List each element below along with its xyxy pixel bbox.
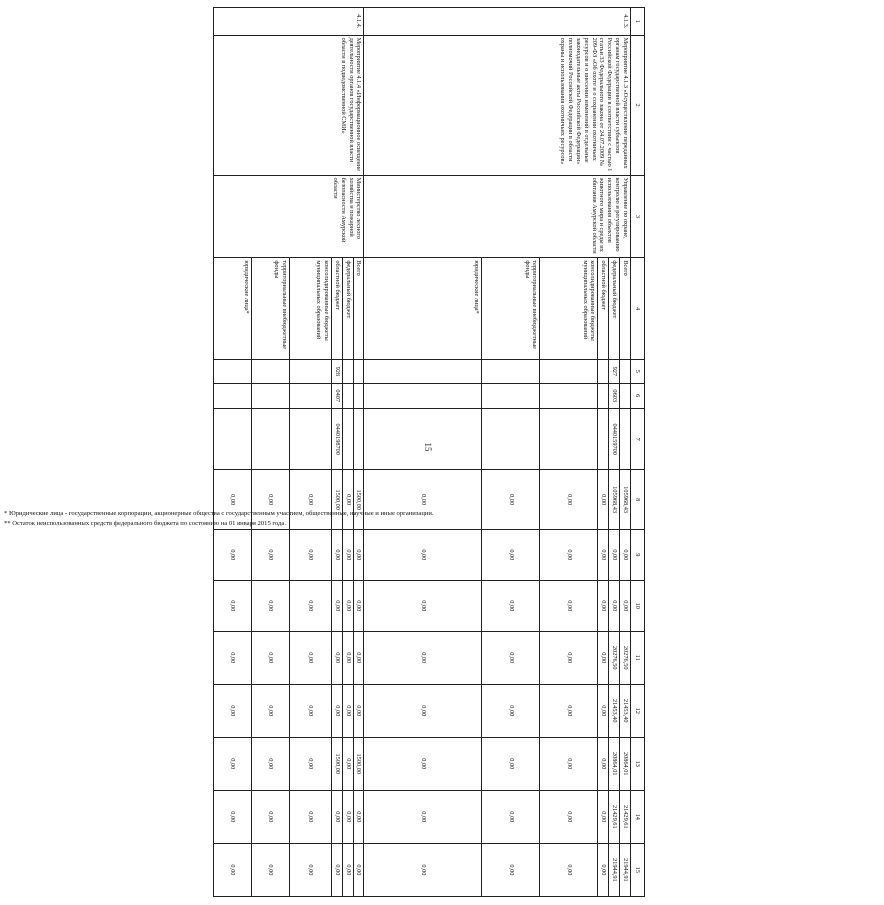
- amount-cell: 21429,61: [620, 790, 631, 843]
- amount-cell: 1500,00: [331, 737, 342, 790]
- grbs-code: [598, 360, 609, 383]
- footnote: ** Остаток неиспользованных средств федерального бюджета по состоянию на 01 января 2015 года.: [4, 519, 286, 527]
- funding-source: областной бюджет: [331, 258, 342, 360]
- amount-cell: 0,00: [213, 631, 251, 684]
- amount-cell: 0,00: [353, 529, 364, 580]
- column-header: 4: [631, 258, 645, 360]
- funding-source: федеральный бюджет: [609, 258, 620, 360]
- table-body: [213, 8, 630, 897]
- amount-cell: 105968,43: [620, 470, 631, 529]
- amount-cell: 0,00: [353, 843, 364, 896]
- column-header: 7: [631, 408, 645, 470]
- grbs-code: 927: [609, 360, 620, 383]
- funding-source: областной бюджет: [598, 258, 609, 360]
- amount-cell: 0,00: [364, 470, 482, 529]
- grbs-code: [251, 360, 289, 383]
- column-header: 5: [631, 360, 645, 383]
- amount-cell: 0,00: [251, 470, 289, 529]
- amount-cell: 0,00: [482, 737, 540, 790]
- funding-source: юридические лица*: [213, 258, 251, 360]
- rotated-page: [85, 7, 645, 897]
- grbs-code: [364, 360, 482, 383]
- amount-cell: 0,00: [598, 631, 609, 684]
- amount-cell: 0,00: [482, 684, 540, 737]
- amount-cell: 0,00: [289, 843, 331, 896]
- rzpr-code: 0407: [331, 383, 342, 408]
- amount-cell: 0,00: [353, 790, 364, 843]
- grbs-code: [342, 360, 353, 383]
- rzpr-code: [353, 383, 364, 408]
- amount-cell: 0,00: [213, 470, 251, 529]
- amount-cell: 0,00: [331, 580, 342, 631]
- amount-cell: 0,00: [331, 631, 342, 684]
- amount-cell: 0,00: [213, 529, 251, 580]
- amount-cell: 0,00: [364, 684, 482, 737]
- amount-cell: 20864,01: [620, 737, 631, 790]
- table-row: [353, 8, 364, 897]
- column-header: 2: [631, 35, 645, 175]
- amount-cell: 0,00: [289, 631, 331, 684]
- amount-cell: 0,00: [364, 631, 482, 684]
- footnotes: [4, 509, 884, 528]
- amount-cell: 0,00: [289, 737, 331, 790]
- table-row: [620, 8, 631, 897]
- amount-cell: 0,00: [482, 843, 540, 896]
- funding-source: Всего: [353, 258, 364, 360]
- amount-cell: 0,00: [540, 790, 598, 843]
- amount-cell: 0,00: [482, 529, 540, 580]
- activity-code: 4.1.4.: [213, 8, 364, 36]
- amount-cell: 0,00: [620, 529, 631, 580]
- amount-cell: 0,00: [213, 684, 251, 737]
- amount-cell: 0,00: [598, 684, 609, 737]
- table-header-row: [631, 8, 645, 897]
- csr-code: 0440159700: [609, 408, 620, 470]
- amount-cell: 21453,40: [620, 684, 631, 737]
- rzpr-code: [213, 383, 251, 408]
- rzpr-code: [251, 383, 289, 408]
- amount-cell: 20276,50: [609, 631, 620, 684]
- activity-code: 4.1.3.: [364, 8, 631, 36]
- amount-cell: 0,00: [620, 580, 631, 631]
- csr-code: [540, 408, 598, 470]
- grbs-code: [213, 360, 251, 383]
- csr-code: [251, 408, 289, 470]
- amount-cell: 0,00: [364, 529, 482, 580]
- amount-cell: 0,00: [213, 790, 251, 843]
- activity-name: Мероприятие 4.1.3 «Осуществление переданных органам государственной власти субъектов Российской Федерации в соответствии с частью 1 статьи 33 Федерального закона от 24.07.2009 № 209-ФЗ «Об охоте и о сохранении охотничьих ресурсов и о внесении изменений в отдельные законодательные акты Российской Федерации» полномочий Российской Федерации в области охраны и использования охотничьих ресурсов»: [364, 35, 631, 175]
- funding-source: Всего: [620, 258, 631, 360]
- amount-cell: 1500,00: [353, 737, 364, 790]
- column-header: 10: [631, 580, 645, 631]
- funding-source: территориальные внебюджетные фонды: [251, 258, 289, 360]
- footnote: * Юридические лица - государственные корпорации, акционерные общества с государственным участием, общественные, научные и иные организации.: [4, 510, 434, 517]
- amount-cell: 0,00: [342, 470, 353, 529]
- funding-source: консолидированные бюджеты муниципальных образований: [540, 258, 598, 360]
- amount-cell: 21944,91: [609, 843, 620, 896]
- activity-executor: Министерство лесного хозяйства и пожарной безопасности Амурской области: [213, 175, 364, 258]
- amount-cell: 0,00: [609, 529, 620, 580]
- amount-cell: 0,00: [251, 684, 289, 737]
- amount-cell: 0,00: [609, 580, 620, 631]
- rzpr-code: 0603: [609, 383, 620, 408]
- rzpr-code: [364, 383, 482, 408]
- amount-cell: 0,00: [598, 843, 609, 896]
- amount-cell: 0,00: [364, 580, 482, 631]
- column-header: 15: [631, 843, 645, 896]
- amount-cell: 0,00: [540, 737, 598, 790]
- amount-cell: 0,00: [213, 580, 251, 631]
- funding-source: территориальные внебюджетные фонды: [482, 258, 540, 360]
- rzpr-code: [342, 383, 353, 408]
- amount-cell: 0,00: [482, 470, 540, 529]
- amount-cell: 0,00: [331, 790, 342, 843]
- csr-code: [213, 408, 251, 470]
- amount-cell: 0,00: [213, 843, 251, 896]
- amount-cell: 0,00: [598, 580, 609, 631]
- activity-name: Мероприятие 4.1.4 «Информационное освещение деятельности органов государственной власти области в подведомственной СМИ»: [213, 35, 364, 175]
- column-header: 13: [631, 737, 645, 790]
- amount-cell: 0,00: [289, 684, 331, 737]
- amount-cell: 1500,00: [331, 470, 342, 529]
- amount-cell: 0,00: [342, 684, 353, 737]
- amount-cell: 0,00: [251, 843, 289, 896]
- amount-cell: 0,00: [251, 790, 289, 843]
- column-header: 8: [631, 470, 645, 529]
- amount-cell: 21429,61: [609, 790, 620, 843]
- amount-cell: 0,00: [342, 790, 353, 843]
- rzpr-code: [289, 383, 331, 408]
- amount-cell: 0,00: [342, 529, 353, 580]
- amount-cell: 0,00: [540, 684, 598, 737]
- amount-cell: 0,00: [598, 470, 609, 529]
- amount-cell: 0,00: [540, 631, 598, 684]
- amount-cell: 0,00: [540, 580, 598, 631]
- amount-cell: 0,00: [364, 737, 482, 790]
- amount-cell: 20864,01: [609, 737, 620, 790]
- amount-cell: 20276,50: [620, 631, 631, 684]
- activity-executor: Управление по охране, контролю и регулированию использования объектов животного мира и среды их обитания Амурской области: [364, 175, 631, 258]
- grbs-code: 928: [331, 360, 342, 383]
- column-header: 1: [631, 8, 645, 36]
- column-header: 14: [631, 790, 645, 843]
- amount-cell: 0,00: [598, 737, 609, 790]
- rzpr-code: [620, 383, 631, 408]
- amount-cell: 105968,43: [609, 470, 620, 529]
- amount-cell: 0,00: [289, 790, 331, 843]
- amount-cell: 0,00: [289, 470, 331, 529]
- amount-cell: 0,00: [482, 580, 540, 631]
- grbs-code: [620, 360, 631, 383]
- amount-cell: 0,00: [364, 843, 482, 896]
- amount-cell: 0,00: [251, 580, 289, 631]
- amount-cell: 0,00: [251, 529, 289, 580]
- csr-code: [353, 408, 364, 470]
- column-header: 3: [631, 175, 645, 258]
- amount-cell: 0,00: [251, 737, 289, 790]
- csr-code: 0440198700: [331, 408, 342, 470]
- csr-code: [289, 408, 331, 470]
- csr-code: [482, 408, 540, 470]
- amount-cell: 0,00: [342, 737, 353, 790]
- csr-code: [598, 408, 609, 470]
- page-number: 15: [423, 442, 433, 452]
- amount-cell: 0,00: [353, 580, 364, 631]
- amount-cell: 0,00: [482, 631, 540, 684]
- grbs-code: [540, 360, 598, 383]
- csr-code: [364, 408, 482, 470]
- amount-cell: 21453,40: [609, 684, 620, 737]
- funding-source: юридические лица*: [364, 258, 482, 360]
- amount-cell: 0,00: [540, 529, 598, 580]
- grbs-code: [353, 360, 364, 383]
- amount-cell: 0,00: [331, 684, 342, 737]
- funding-source: консолидированные бюджеты муниципальных образований: [289, 258, 331, 360]
- amount-cell: 0,00: [353, 684, 364, 737]
- column-header: 9: [631, 529, 645, 580]
- amount-cell: 0,00: [331, 529, 342, 580]
- amount-cell: 1500,00: [353, 470, 364, 529]
- amount-cell: 0,00: [598, 529, 609, 580]
- amount-cell: 0,00: [482, 790, 540, 843]
- funding-source: федеральный бюджет: [342, 258, 353, 360]
- amount-cell: 0,00: [331, 843, 342, 896]
- amount-cell: 0,00: [342, 843, 353, 896]
- column-header: 11: [631, 631, 645, 684]
- amount-cell: 21944,91: [620, 843, 631, 896]
- rzpr-code: [598, 383, 609, 408]
- rzpr-code: [482, 383, 540, 408]
- grbs-code: [482, 360, 540, 383]
- column-header: 12: [631, 684, 645, 737]
- amount-cell: 0,00: [289, 529, 331, 580]
- csr-code: [620, 408, 631, 470]
- grbs-code: [289, 360, 331, 383]
- amount-cell: 0,00: [342, 631, 353, 684]
- amount-cell: 0,00: [342, 580, 353, 631]
- amount-cell: 0,00: [353, 631, 364, 684]
- column-header: 6: [631, 383, 645, 408]
- amount-cell: 0,00: [364, 790, 482, 843]
- amount-cell: 0,00: [251, 631, 289, 684]
- amount-cell: 0,00: [540, 843, 598, 896]
- amount-cell: 0,00: [289, 580, 331, 631]
- amount-cell: 0,00: [598, 790, 609, 843]
- amount-cell: 0,00: [213, 737, 251, 790]
- budget-table: [213, 7, 645, 897]
- csr-code: [342, 408, 353, 470]
- amount-cell: 0,00: [540, 470, 598, 529]
- rzpr-code: [540, 383, 598, 408]
